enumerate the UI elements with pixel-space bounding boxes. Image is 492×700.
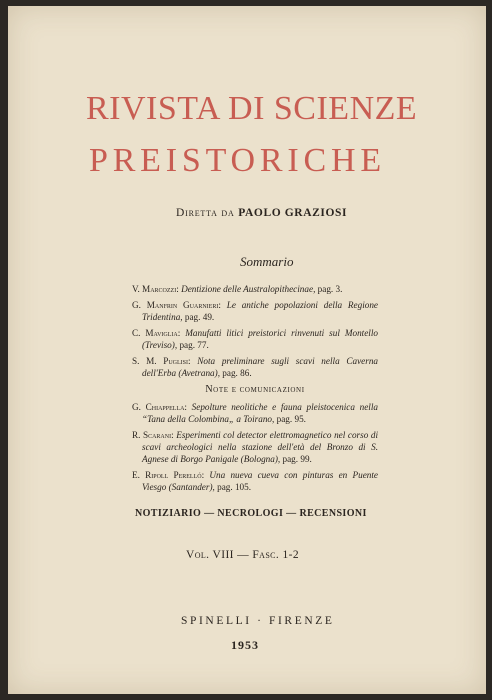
entry-title: Manufatti litici preistorici rinvenuti sul Montello (Treviso), [142, 328, 378, 350]
editor-line [176, 207, 347, 219]
editor-name: PAOLO GRAZIOSI [238, 207, 348, 219]
journal-title-line1: RIVISTA DI SCIENZE [86, 90, 418, 127]
entry-author: G. Manfrin Guarnieri: [132, 300, 221, 310]
notes-entry [132, 429, 378, 465]
entry-author: G. Chiappella: [132, 402, 187, 412]
contents-entry [132, 355, 378, 379]
entry-author: V. Marcozzi: [132, 284, 179, 294]
footer-sections: NOTIZIARIO — NECROLOGI — RECENSIONI [135, 508, 367, 519]
contents-list [132, 283, 378, 497]
entry-page: pag. 86. [222, 368, 252, 378]
entry-page: pag. 3. [317, 284, 343, 294]
entry-page: pag. 95. [276, 414, 306, 424]
contents-heading: Sommario [240, 254, 294, 269]
publication-year: 1953 [231, 638, 259, 652]
entry-author: S. M. Puglisi: [132, 356, 191, 366]
entry-page: pag. 77. [179, 340, 209, 350]
entry-author: C. Maviglia: [132, 328, 181, 338]
contents-entry [132, 327, 378, 351]
publisher: SPINELLI · FIRENZE [181, 615, 335, 627]
journal-cover [8, 6, 486, 694]
volume-issue: Vol. VIII — Fasc. 1-2 [186, 549, 299, 561]
notes-heading: Note e comunicazioni [205, 384, 305, 395]
journal-title-line2: PREISTORICHE [89, 142, 386, 179]
entry-title: Dentizione delle Australopithecinae, [181, 284, 316, 294]
entry-title: Una nueva cueva con pinturas en Puente Viesgo (Santander), [142, 470, 379, 492]
notes-entry [132, 401, 378, 425]
notes-entry [132, 469, 378, 493]
entry-page: pag. 49. [184, 312, 215, 322]
entry-title: Esperimenti col detector elettromagnetico nel corso di scavi archeologici nella stazione dell'età del Bronzo di S. Agnese di Borgo Panigale (Bologna), [142, 430, 378, 464]
entry-author: R. Scarani: [132, 430, 174, 440]
entry-title: Nota preliminare sugli scavi nella Caverna dell'Erba (Avetrana), [142, 356, 379, 378]
editor-prefix: Diretta da [176, 207, 235, 219]
contents-entry [132, 299, 378, 323]
entry-title: Le antiche popolazioni della Regione Tridentina, [142, 300, 379, 322]
contents-entry [132, 283, 378, 295]
entry-page: pag. 99. [282, 454, 312, 464]
entry-page: pag. 105. [217, 482, 252, 492]
entry-title: Sepolture neolitiche e fauna pleistocenica nella “Tana della Colombina„ a Toirano, [142, 402, 379, 424]
entry-author: E. Ripoll Perelló: [132, 470, 205, 480]
